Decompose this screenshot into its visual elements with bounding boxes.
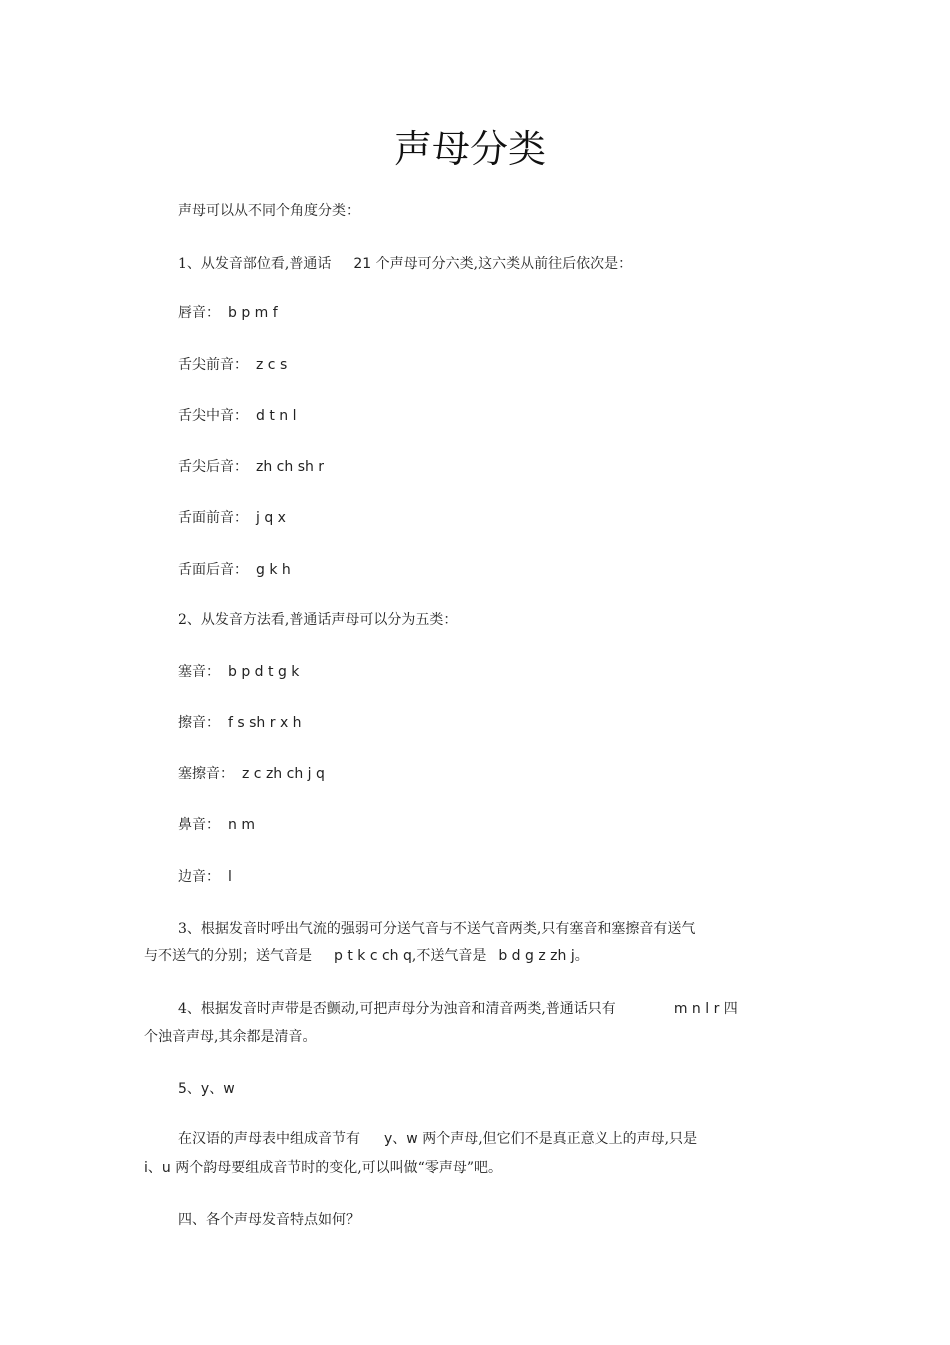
list-item [178, 457, 324, 477]
intro-text: 声母可以从不同个角度分类： [178, 203, 360, 219]
item-label: 擦音： [178, 715, 220, 731]
list-item [178, 662, 299, 682]
section-4-text-2: 四 [723, 1001, 738, 1017]
item-label: 舌面前音： [178, 510, 248, 526]
item-label: 塞音： [178, 664, 220, 680]
section-5-text-3: 两个韵母要组成音节时的变化,可以叫做“零声母”吧。 [175, 1160, 502, 1176]
section-1-heading [178, 254, 632, 274]
item-value: z c zh ch j q [242, 766, 325, 782]
item-label: 舌尖中音： [178, 408, 248, 424]
section-2-heading: 2、从发音方法看,普通话声母可以分为五类： [178, 612, 458, 628]
section-1-number: 21 [353, 256, 372, 272]
section-5-line-2 [144, 1158, 502, 1178]
item-value: d t n l [256, 408, 297, 424]
list-item [178, 560, 291, 580]
item-value: z c s [256, 357, 288, 373]
aspirated-list: p t k c ch q [334, 948, 412, 964]
item-value: n m [228, 817, 255, 833]
item-label: 舌面后音： [178, 562, 248, 578]
item-label: 鼻音： [178, 817, 220, 833]
item-value: j q x [256, 510, 286, 526]
section-5-heading: 5、y、w [178, 1081, 235, 1097]
section-4-line-2: 个浊音声母,其余都是清音。 [144, 1029, 317, 1045]
item-label: 唇音： [178, 305, 220, 321]
item-label: 舌尖后音： [178, 459, 248, 475]
section-3-line-1: 3、根据发音时呼出气流的强弱可分送气音与不送气音两类,只有塞音和塞擦音有送气 [178, 921, 696, 937]
section-3-text-3: 。 [574, 948, 589, 964]
section-1-heading-text-2: 个声母可分六类,这六类从前往后依次是： [375, 256, 633, 272]
list-item [178, 508, 286, 528]
iu-list: i、u [144, 1160, 171, 1176]
item-value: f s sh r x h [228, 715, 302, 731]
section-4-line-1 [178, 999, 738, 1019]
item-label: 舌尖前音： [178, 357, 248, 373]
item-value: zh ch sh r [256, 459, 325, 475]
unaspirated-list: b d g z zh j [498, 948, 575, 964]
list-item [178, 303, 278, 323]
list-item [178, 713, 302, 733]
list-item [178, 355, 287, 375]
voiced-list: m n l r [673, 1001, 720, 1017]
yw-list: y、w [384, 1131, 418, 1147]
section-3-text: 与不送气的分别；送气音是 [144, 948, 312, 964]
section-1-heading-text: 1、从发音部位看,普通话 [178, 256, 332, 272]
list-item [178, 764, 325, 784]
item-label: 边音： [178, 869, 220, 885]
list-item [178, 815, 255, 835]
list-item [178, 406, 297, 426]
item-value: g k h [256, 562, 291, 578]
section-5-text: 在汉语的声母表中组成音节有 [178, 1131, 360, 1147]
section-3-text-2: ,不送气音是 [411, 948, 487, 964]
section-6-heading: 四、各个声母发音特点如何？ [178, 1212, 360, 1228]
item-value: b p m f [228, 305, 278, 321]
section-5-text-2: 两个声母,但它们不是真正意义上的声母,只是 [422, 1131, 698, 1147]
page-title: 声母分类 [393, 127, 546, 171]
section-3-line-2 [144, 946, 589, 966]
list-item [178, 867, 232, 887]
item-value: b p d t g k [228, 664, 300, 680]
section-5-line-1 [178, 1129, 697, 1149]
item-label: 塞擦音： [178, 766, 234, 782]
item-value: l [228, 869, 232, 885]
section-4-text: 4、根据发音时声带是否颤动,可把声母分为浊音和清音两类,普通话只有 [178, 1001, 616, 1017]
